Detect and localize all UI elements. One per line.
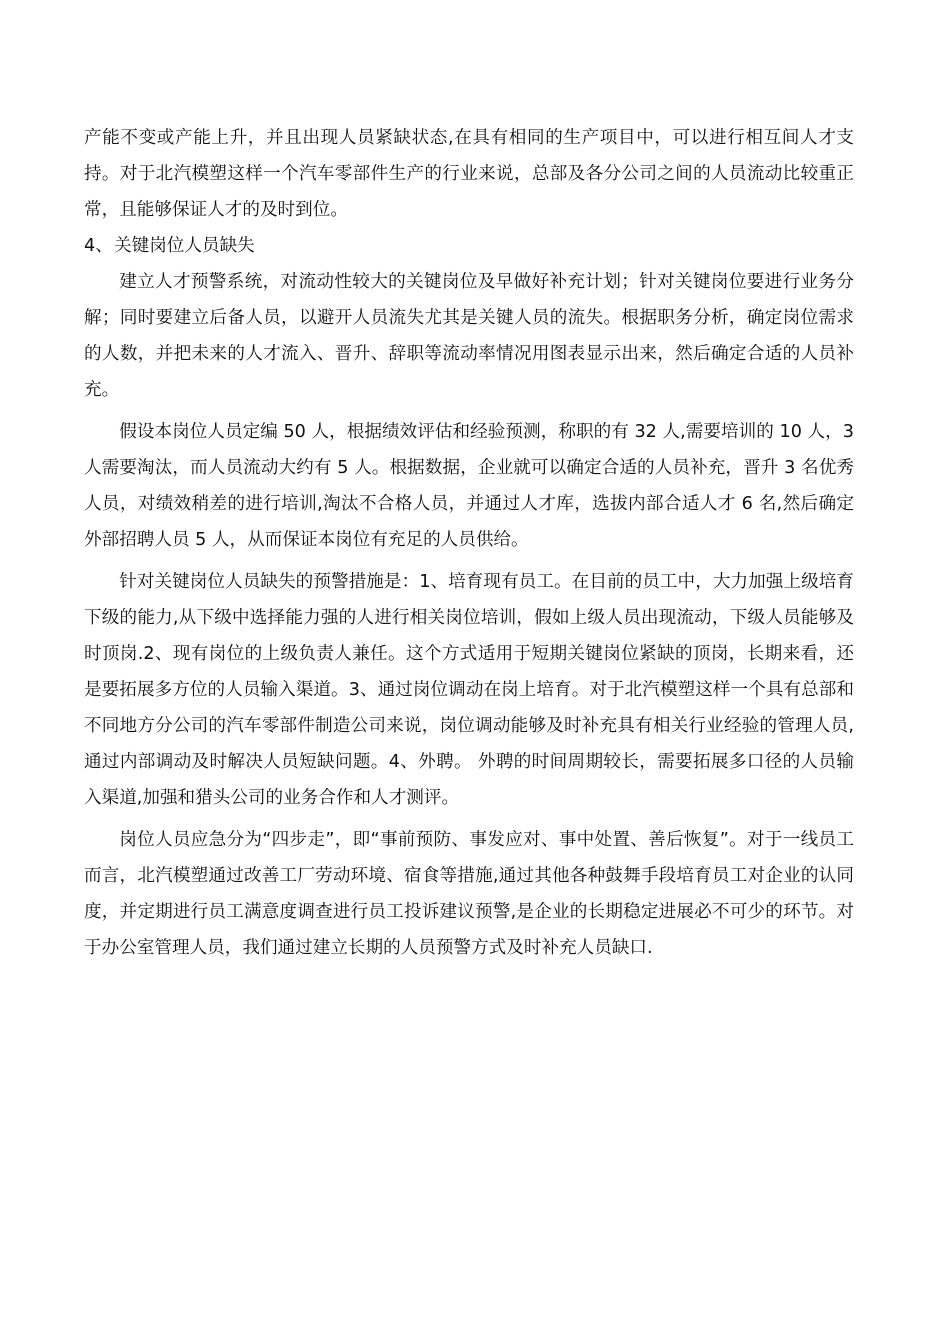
section-title: 关键岗位人员缺失 [114,236,255,256]
paragraph-emergency-steps: 岗位人员应急分为“四步走”，即“事前预防、事发应对、事中处置、善后恢复”。对于一线员工而言，北汽模塑通过改善工厂劳动环境、宿食等措施,通过其他各种鼓舞手段培育员工对企业的认同度，并定期进行员工满意度调查进行员工投诉建议预警,是企业的长期稳定进展必不可少的环节。对于办公室管理人员，我们通过建立长期的人员预警方式及时补充人员缺口. [84,830,854,958]
paragraph-talent-warning-system: 建立人才预警系统，对流动性较大的关键岗位及早做好补充计划；针对关键岗位要进行业务分解；同时要建立后备人员，以避开人员流失尤其是关键人员的流失。根据职务分析，确定岗位需求的人数，并把未来的人才流入、晋升、辞职等流动率情况用图表显示出来，然后确定合适的人员补充。 [84,272,854,400]
document-body [84,120,854,966]
section-heading-4 [84,228,854,264]
paragraph-staffing-example: 假设本岗位人员定编 50 人，根据绩效评估和经验预测，称职的有 32 人,需要培训的 10 人，3 人需要淘汰，而人员流动大约有 5 人。根据数据，企业就可以确定合适的人员补充，晋升 3 名优秀人员，对绩效稍差的进行培训,淘汰不合格人员，并通过人才库，选拔内部合适人才 6 名,然后确定外部招聘人员 5 人，从而保证本岗位有充足的人员供给。 [84,422,854,550]
paragraph-continuation: 产能不变或产能上升，并且出现人员紧缺状态,在具有相同的生产项目中，可以进行相互间人才支持。对于北汽模塑这样一个汽车零部件生产的行业来说，总部及各分公司之间的人员流动比较重正常，且能够保证人才的及时到位。 [84,128,854,220]
paragraph-warning-measures: 针对关键岗位人员缺失的预警措施是：1、培育现有员工。在目前的员工中，大力加强上级培育下级的能力,从下级中选择能力强的人进行相关岗位培训，假如上级人员出现流动，下级人员能够及时顶岗.2、现有岗位的上级负责人兼任。这个方式适用于短期关键岗位紧缺的顶岗，长期来看，还是要拓展多方位的人员输入渠道。3、通过岗位调动在岗上培育。对于北汽模塑这样一个具有总部和不同地方分公司的汽车零部件制造公司来说，岗位调动能够及时补充具有相关行业经验的管理人员,通过内部调动及时解决人员短缺问题。4、外聘。 外聘的时间周期较长，需要拓展多口径的人员输入渠道,加强和猎头公司的业务合作和人才测评。 [84,572,854,808]
section-number: 4、 [84,236,113,256]
